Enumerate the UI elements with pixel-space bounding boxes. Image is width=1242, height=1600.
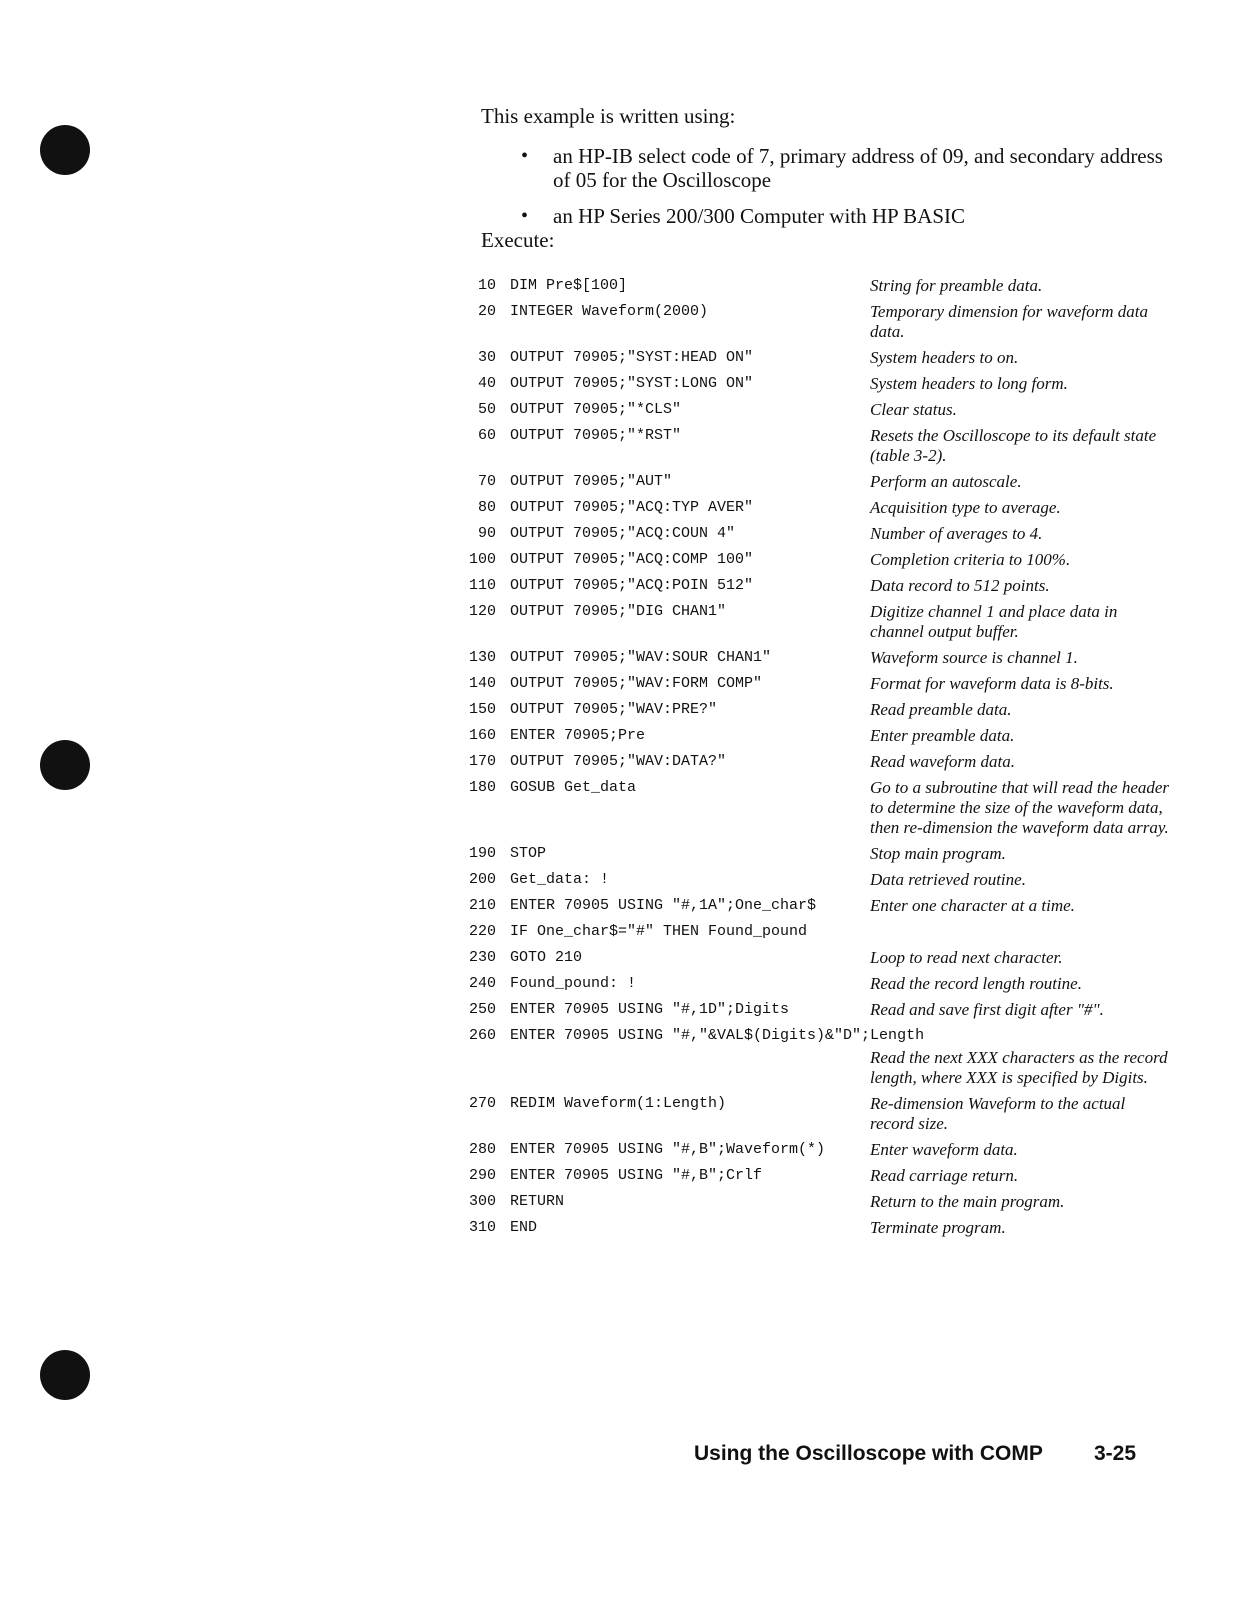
code-line bbox=[462, 948, 1202, 968]
code-text: ENTER 70905 USING "#,1D";Digits bbox=[510, 1001, 790, 1018]
code-text: OUTPUT 70905;"WAV:DATA?" bbox=[510, 753, 727, 770]
code-comment: Read carriage return. bbox=[870, 1166, 1019, 1185]
code-line bbox=[462, 752, 1202, 772]
line-number: 110 bbox=[468, 577, 496, 594]
code-comment: Digitize channel 1 and place data in channel output buffer. bbox=[870, 602, 1118, 641]
code-comment: Stop main program. bbox=[870, 844, 1006, 863]
requirements-list bbox=[481, 144, 1181, 228]
line-number: 200 bbox=[468, 871, 496, 888]
line-number: 210 bbox=[468, 897, 496, 914]
code-comment: Completion criteria to 100%. bbox=[870, 550, 1071, 569]
code-line bbox=[462, 426, 1202, 466]
code-line bbox=[462, 1192, 1202, 1212]
code-comment: Temporary dimension for waveform data data. bbox=[870, 302, 1148, 341]
line-number: 30 bbox=[477, 349, 496, 366]
line-number: 170 bbox=[468, 753, 496, 770]
code-comment: Enter one character at a time. bbox=[870, 896, 1075, 915]
code-line bbox=[462, 1218, 1202, 1238]
code-text: STOP bbox=[510, 845, 547, 862]
code-text: OUTPUT 70905;"SYST:LONG ON" bbox=[510, 375, 754, 392]
code-line bbox=[462, 348, 1202, 368]
bullet-icon: • bbox=[521, 205, 529, 227]
program-listing bbox=[462, 276, 1202, 1244]
code-comment: Resets the Oscilloscope to its default state (table 3-2). bbox=[870, 426, 1157, 465]
code-comment: Enter waveform data. bbox=[870, 1140, 1018, 1159]
code-comment: Re-dimension Waveform to the actual record size. bbox=[870, 1094, 1126, 1133]
code-line bbox=[462, 922, 1202, 942]
line-number: 160 bbox=[468, 727, 496, 744]
code-line bbox=[462, 1140, 1202, 1160]
code-line bbox=[462, 374, 1202, 394]
code-line bbox=[462, 1166, 1202, 1186]
line-number: 120 bbox=[468, 603, 496, 620]
line-number: 300 bbox=[468, 1193, 496, 1210]
code-comment: Loop to read next character. bbox=[870, 948, 1063, 967]
code-text: ENTER 70905 USING "#,B";Waveform(*) bbox=[510, 1141, 826, 1158]
bullet-icon: • bbox=[521, 145, 529, 167]
code-line-continuation bbox=[462, 1048, 1202, 1088]
code-text: GOTO 210 bbox=[510, 949, 583, 966]
page-number: 3-25 bbox=[1094, 1442, 1137, 1465]
line-number: 10 bbox=[477, 277, 496, 294]
code-text: OUTPUT 70905;"ACQ:POIN 512" bbox=[510, 577, 754, 594]
code-line bbox=[462, 700, 1202, 720]
code-text: GOSUB Get_data bbox=[510, 779, 637, 796]
code-comment: Number of averages to 4. bbox=[870, 524, 1043, 543]
code-text: OUTPUT 70905;"DIG CHAN1" bbox=[510, 603, 727, 620]
line-number: 220 bbox=[468, 923, 496, 940]
code-line bbox=[462, 778, 1202, 838]
code-comment: Read the next XXX characters as the record length, where XXX is specified by Digits. bbox=[870, 1048, 1168, 1087]
code-text: DIM Pre$[100] bbox=[510, 277, 628, 294]
code-line bbox=[462, 844, 1202, 864]
line-number: 280 bbox=[468, 1141, 496, 1158]
code-text: REDIM Waveform(1:Length) bbox=[510, 1095, 727, 1112]
list-item bbox=[481, 144, 1181, 192]
list-item bbox=[481, 204, 1181, 228]
code-comment: String for preamble data. bbox=[870, 276, 1043, 295]
code-text: ENTER 70905 USING "#,B";Crlf bbox=[510, 1167, 763, 1184]
code-text: OUTPUT 70905;"ACQ:COUN 4" bbox=[510, 525, 736, 542]
code-line bbox=[462, 1026, 1202, 1046]
code-line bbox=[462, 400, 1202, 420]
code-text: ENTER 70905 USING "#,"&VAL$(Digits)&"D";Length bbox=[510, 1027, 925, 1044]
code-text: OUTPUT 70905;"WAV:SOUR CHAN1" bbox=[510, 649, 772, 666]
code-text: OUTPUT 70905;"AUT" bbox=[510, 473, 673, 490]
code-comment: Acquisition type to average. bbox=[870, 498, 1061, 517]
code-comment: Read waveform data. bbox=[870, 752, 1015, 771]
code-line bbox=[462, 974, 1202, 994]
line-number: 130 bbox=[468, 649, 496, 666]
code-comment: System headers to on. bbox=[870, 348, 1019, 367]
line-number: 260 bbox=[468, 1027, 496, 1044]
code-text: OUTPUT 70905;"*RST" bbox=[510, 427, 682, 444]
code-line bbox=[462, 498, 1202, 518]
code-comment: Data record to 512 points. bbox=[870, 576, 1050, 595]
code-text: OUTPUT 70905;"WAV:FORM COMP" bbox=[510, 675, 763, 692]
code-comment: Format for waveform data is 8-bits. bbox=[870, 674, 1114, 693]
intro-section bbox=[481, 104, 1181, 252]
code-text: Found_pound: ! bbox=[510, 975, 637, 992]
code-line bbox=[462, 524, 1202, 544]
code-comment: Clear status. bbox=[870, 400, 957, 419]
code-line bbox=[462, 1000, 1202, 1020]
code-comment: Read preamble data. bbox=[870, 700, 1012, 719]
line-number: 230 bbox=[468, 949, 496, 966]
code-text: OUTPUT 70905;"ACQ:TYP AVER" bbox=[510, 499, 754, 516]
code-line bbox=[462, 1094, 1202, 1134]
line-number: 190 bbox=[468, 845, 496, 862]
code-line bbox=[462, 674, 1202, 694]
bullet-text: an HP-IB select code of 7, primary address of 09, and secondary address of 05 for the Oscilloscope bbox=[553, 144, 1163, 192]
line-number: 80 bbox=[477, 499, 496, 516]
execute-heading: Execute: bbox=[481, 228, 555, 252]
code-comment: Terminate program. bbox=[870, 1218, 1006, 1237]
code-comment: Read the record length routine. bbox=[870, 974, 1082, 993]
line-number: 70 bbox=[477, 473, 496, 490]
code-comment: System headers to long form. bbox=[870, 374, 1068, 393]
code-line bbox=[462, 648, 1202, 668]
code-line bbox=[462, 870, 1202, 890]
code-comment: Perform an autoscale. bbox=[870, 472, 1022, 491]
line-number: 290 bbox=[468, 1167, 496, 1184]
line-number: 50 bbox=[477, 401, 496, 418]
line-number: 180 bbox=[468, 779, 496, 796]
line-number: 250 bbox=[468, 1001, 496, 1018]
line-number: 150 bbox=[468, 701, 496, 718]
code-comment: Go to a subroutine that will read the header to determine the size of the waveform data, then re-dimension the waveform data array. bbox=[870, 778, 1170, 837]
code-line bbox=[462, 896, 1202, 916]
code-comment: Waveform source is channel 1. bbox=[870, 648, 1078, 667]
line-number: 140 bbox=[468, 675, 496, 692]
code-text: RETURN bbox=[510, 1193, 565, 1210]
line-number: 90 bbox=[477, 525, 496, 542]
intro-lead: This example is written using: bbox=[481, 104, 736, 128]
code-text: OUTPUT 70905;"SYST:HEAD ON" bbox=[510, 349, 754, 366]
footer-title: Using the Oscilloscope with COMP bbox=[694, 1442, 1043, 1465]
code-text: END bbox=[510, 1219, 538, 1236]
code-comment: Read and save first digit after "#". bbox=[870, 1000, 1104, 1019]
code-comment: Data retrieved routine. bbox=[870, 870, 1026, 889]
code-text: Get_data: ! bbox=[510, 871, 610, 888]
code-text: ENTER 70905;Pre bbox=[510, 727, 646, 744]
code-comment: Return to the main program. bbox=[870, 1192, 1065, 1211]
code-text: IF One_char$="#" THEN Found_pound bbox=[510, 923, 808, 940]
code-text: INTEGER Waveform(2000) bbox=[510, 303, 709, 320]
code-text: OUTPUT 70905;"ACQ:COMP 100" bbox=[510, 551, 754, 568]
code-line bbox=[462, 276, 1202, 296]
line-number: 100 bbox=[468, 551, 496, 568]
line-number: 310 bbox=[468, 1219, 496, 1236]
line-number: 270 bbox=[468, 1095, 496, 1112]
code-comment: Enter preamble data. bbox=[870, 726, 1015, 745]
code-line bbox=[462, 302, 1202, 342]
code-line bbox=[462, 550, 1202, 570]
line-number: 20 bbox=[477, 303, 496, 320]
code-line bbox=[462, 472, 1202, 492]
line-number: 240 bbox=[468, 975, 496, 992]
code-line bbox=[462, 602, 1202, 642]
code-text: OUTPUT 70905;"*CLS" bbox=[510, 401, 682, 418]
code-line bbox=[462, 726, 1202, 746]
line-number: 40 bbox=[477, 375, 496, 392]
bullet-text: an HP Series 200/300 Computer with HP BASIC bbox=[553, 204, 966, 228]
code-text: ENTER 70905 USING "#,1A";One_char$ bbox=[510, 897, 817, 914]
code-line bbox=[462, 576, 1202, 596]
line-number: 60 bbox=[477, 427, 496, 444]
code-text: OUTPUT 70905;"WAV:PRE?" bbox=[510, 701, 718, 718]
